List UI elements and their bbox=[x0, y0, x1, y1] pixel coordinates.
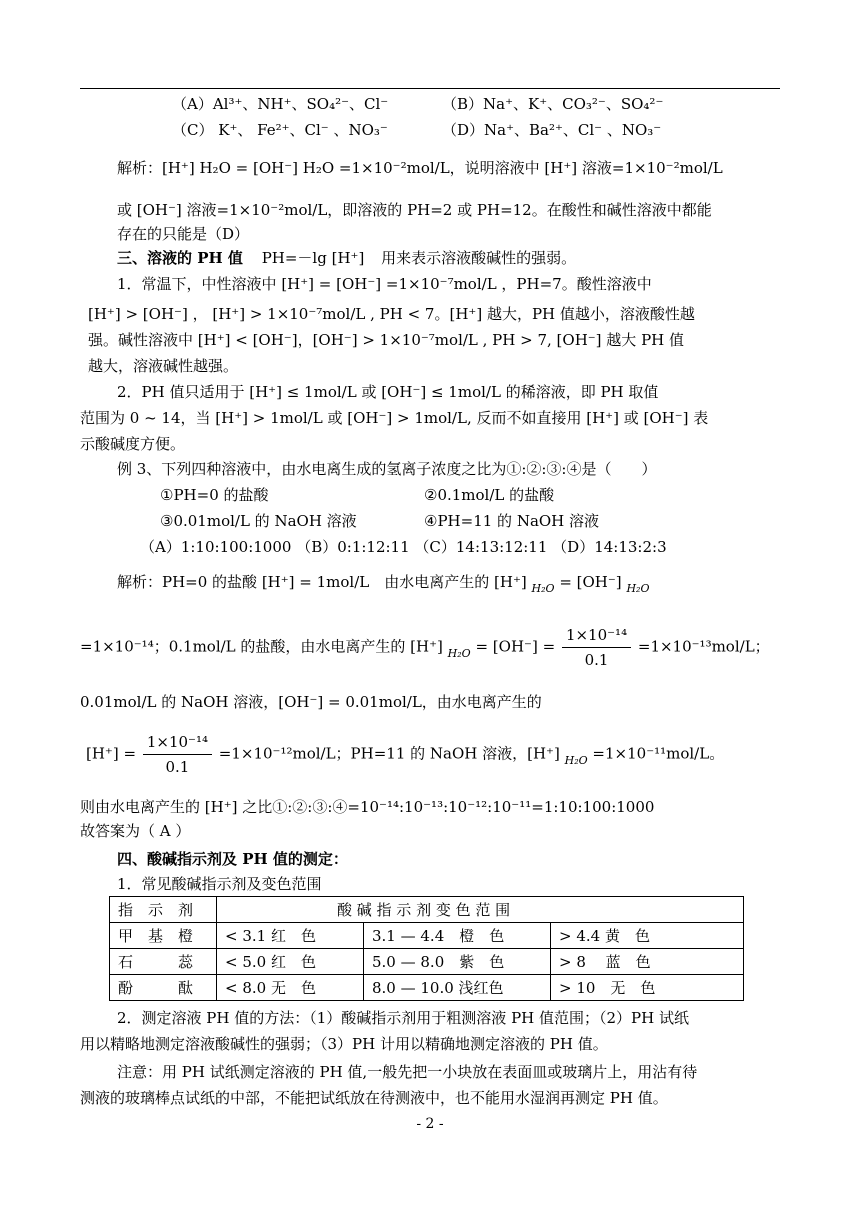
h2o-subscript: H₂O bbox=[564, 753, 588, 767]
fraction-numerator: 1×10⁻¹⁴ bbox=[143, 733, 212, 755]
table-cell: > 8 蓝 色 bbox=[551, 949, 744, 975]
table-header-row bbox=[110, 897, 744, 923]
analysis2-l4a: [H⁺] = bbox=[86, 744, 137, 763]
analysis2-l1: 解析：PH=0 的盐酸 [H⁺] = 1mol/L 由水电离产生的 [H⁺] bbox=[117, 573, 527, 591]
fraction bbox=[143, 733, 212, 776]
para1-line1: 1．常温下，中性溶液中 [H⁺] = [OH⁻] =1×10⁻⁷mol/L ，PH=7。酸性溶液中 bbox=[117, 275, 652, 293]
analysis2-line3: 0.01mol/L 的 NaOH 溶液，[OH⁻] = 0.01mol/L，由水电离产生的 bbox=[80, 693, 542, 711]
h2o-subscript: H₂O bbox=[531, 582, 555, 595]
example3-item2: ②0.1mol/L 的盐酸 bbox=[424, 486, 555, 504]
example3-question: 例 3、下列四种溶液中，由水电离生成的氢离子浓度之比为①:②:③:④是（ ） bbox=[117, 460, 657, 478]
analysis1-line3: 存在的只能是（D） bbox=[117, 225, 250, 243]
table-header-cell: 酸 碱 指 示 剂 变 色 范 围 bbox=[217, 897, 744, 923]
analysis2-l1b: = [OH⁻] bbox=[559, 573, 622, 591]
table-cell: 石 蕊 bbox=[110, 949, 217, 975]
example3-item3: ③0.01mol/L 的 NaOH 溶液 bbox=[160, 512, 357, 530]
para3-line2: 用以精略地测定溶液酸碱性的强弱；（3）PH 计用以精确地测定溶液的 PH 值。 bbox=[80, 1035, 608, 1053]
option-a: （A）Al³⁺、NH⁺、SO₄²⁻、Cl⁻ bbox=[172, 95, 389, 113]
analysis2-line6: 故答案为（ A ） bbox=[80, 822, 191, 840]
analysis2-line4 bbox=[86, 733, 724, 776]
table-cell: 3.1 — 4.4 橙 色 bbox=[364, 923, 551, 949]
fraction bbox=[562, 626, 631, 669]
fraction-denominator: 0.1 bbox=[584, 651, 609, 669]
analysis2-line2 bbox=[80, 626, 770, 669]
table-header-cell: 指 示 剂 bbox=[110, 897, 217, 923]
para2-line3: 示酸碱度方便。 bbox=[80, 435, 186, 453]
table-cell: 8.0 — 10.0 浅红色 bbox=[364, 975, 551, 1001]
table-cell: > 10 无 色 bbox=[551, 975, 744, 1001]
para1-line2: [H⁺] > [OH⁻] ， [H⁺] > 1×10⁻⁷mol/L , PH < 7。[H⁺] 越大，PH 值越小，溶液酸性越 bbox=[88, 305, 695, 323]
example3-choices: （A）1:10:100:1000 （B）0:1:12:11 （C）14:13:12:11 （D）14:13:2:3 bbox=[140, 538, 667, 556]
table-cell: > 4.4 黄 色 bbox=[551, 923, 744, 949]
analysis1-line1: 解析：[H⁺] H₂O = [OH⁻] H₂O =1×10⁻²mol/L，说明溶液中 [H⁺] 溶液=1×10⁻²mol/L bbox=[117, 159, 723, 177]
para1-line4: 越大，溶液碱性越强。 bbox=[88, 357, 239, 375]
analysis1-line2: 或 [OH⁻] 溶液=1×10⁻²mol/L，即溶液的 PH=2 或 PH=12。在酸性和碱性溶液中都能 bbox=[117, 201, 712, 219]
section4-sub1: 1．常见酸碱指示剂及变色范围 bbox=[117, 875, 322, 893]
table-cell: 酚 酞 bbox=[110, 975, 217, 1001]
h2o-subscript: H₂O bbox=[626, 582, 650, 595]
table-cell: < 8.0 无 色 bbox=[217, 975, 364, 1001]
h2o-subscript: H₂O bbox=[447, 646, 471, 660]
para3-line1: 2．测定溶液 PH 值的方法：（1）酸碱指示剂用于粗测溶液 PH 值范围；（2）PH 试纸 bbox=[117, 1009, 689, 1027]
page-number: - 2 - bbox=[416, 1116, 444, 1132]
table-cell: 甲 基 橙 bbox=[110, 923, 217, 949]
section3-heading: 三、溶液的 PH 值 bbox=[117, 249, 243, 267]
table-row bbox=[110, 975, 744, 1001]
analysis2-line5: 则由水电离产生的 [H⁺] 之比①:②:③:④=10⁻¹⁴:10⁻¹³:10⁻¹²:10⁻¹¹=1:10:100:1000 bbox=[80, 798, 655, 816]
option-c: （C） K⁺、 Fe²⁺、Cl⁻ 、NO₃⁻ bbox=[172, 121, 388, 139]
analysis2-l4b: =1×10⁻¹²mol/L；PH=11 的 NaOH 溶液，[H⁺] bbox=[218, 744, 560, 763]
analysis2-l4c: =1×10⁻¹¹mol/L。 bbox=[592, 744, 725, 763]
table-cell: < 3.1 红 色 bbox=[217, 923, 364, 949]
example3-item1: ①PH=0 的盐酸 bbox=[160, 486, 269, 504]
para2-line2: 范围为 0 ~ 14，当 [H⁺] > 1mol/L 或 [OH⁻] > 1mol/L, 反而不如直接用 [H⁺] 或 [OH⁻] 表 bbox=[80, 409, 709, 427]
analysis2-l2c: =1×10⁻¹³mol/L； bbox=[637, 637, 770, 656]
note-line1: 注意：用 PH 试纸测定溶液的 PH 值,一般先把一小块放在表面皿或玻璃片上，用沾有待 bbox=[117, 1063, 698, 1081]
section3-formula: PH=－lg [H⁺] bbox=[261, 249, 365, 267]
example3-item4: ④PH=11 的 NaOH 溶液 bbox=[424, 512, 600, 530]
fraction-numerator: 1×10⁻¹⁴ bbox=[562, 626, 631, 648]
option-b: （B）Na⁺、K⁺、CO₃²⁻、SO₄²⁻ bbox=[442, 95, 664, 113]
section3-desc: 用来表示溶液酸碱性的强弱。 bbox=[381, 249, 577, 267]
analysis2-l2b: = [OH⁻] = bbox=[475, 637, 556, 656]
header-rule bbox=[80, 88, 780, 89]
analysis2-l2a: =1×10⁻¹⁴；0.1mol/L 的盐酸，由水电离产生的 [H⁺] bbox=[80, 637, 443, 656]
table-cell: 5.0 — 8.0 紫 色 bbox=[364, 949, 551, 975]
fraction-denominator: 0.1 bbox=[165, 758, 190, 776]
option-d: （D）Na⁺、Ba²⁺、Cl⁻ 、NO₃⁻ bbox=[442, 121, 662, 139]
table-cell: < 5.0 红 色 bbox=[217, 949, 364, 975]
note-line2: 测液的玻璃棒点试纸的中部，不能把试纸放在待测液中，也不能用水湿润再测定 PH 值。 bbox=[80, 1089, 668, 1107]
table-row bbox=[110, 923, 744, 949]
indicator-table bbox=[109, 896, 744, 1001]
para1-line3: 强。碱性溶液中 [H⁺] < [OH⁻]，[OH⁻] > 1×10⁻⁷mol/L , PH > 7, [OH⁻] 越大 PH 值 bbox=[88, 331, 685, 349]
para2-line1: 2．PH 值只适用于 [H⁺] ≤ 1mol/L 或 [OH⁻] ≤ 1mol/L 的稀溶液，即 PH 取值 bbox=[117, 383, 659, 401]
analysis2-line1 bbox=[117, 572, 649, 594]
section4-heading: 四、酸碱指示剂及 PH 值的测定： bbox=[117, 850, 348, 868]
table-row bbox=[110, 949, 744, 975]
section3-line bbox=[117, 248, 576, 268]
